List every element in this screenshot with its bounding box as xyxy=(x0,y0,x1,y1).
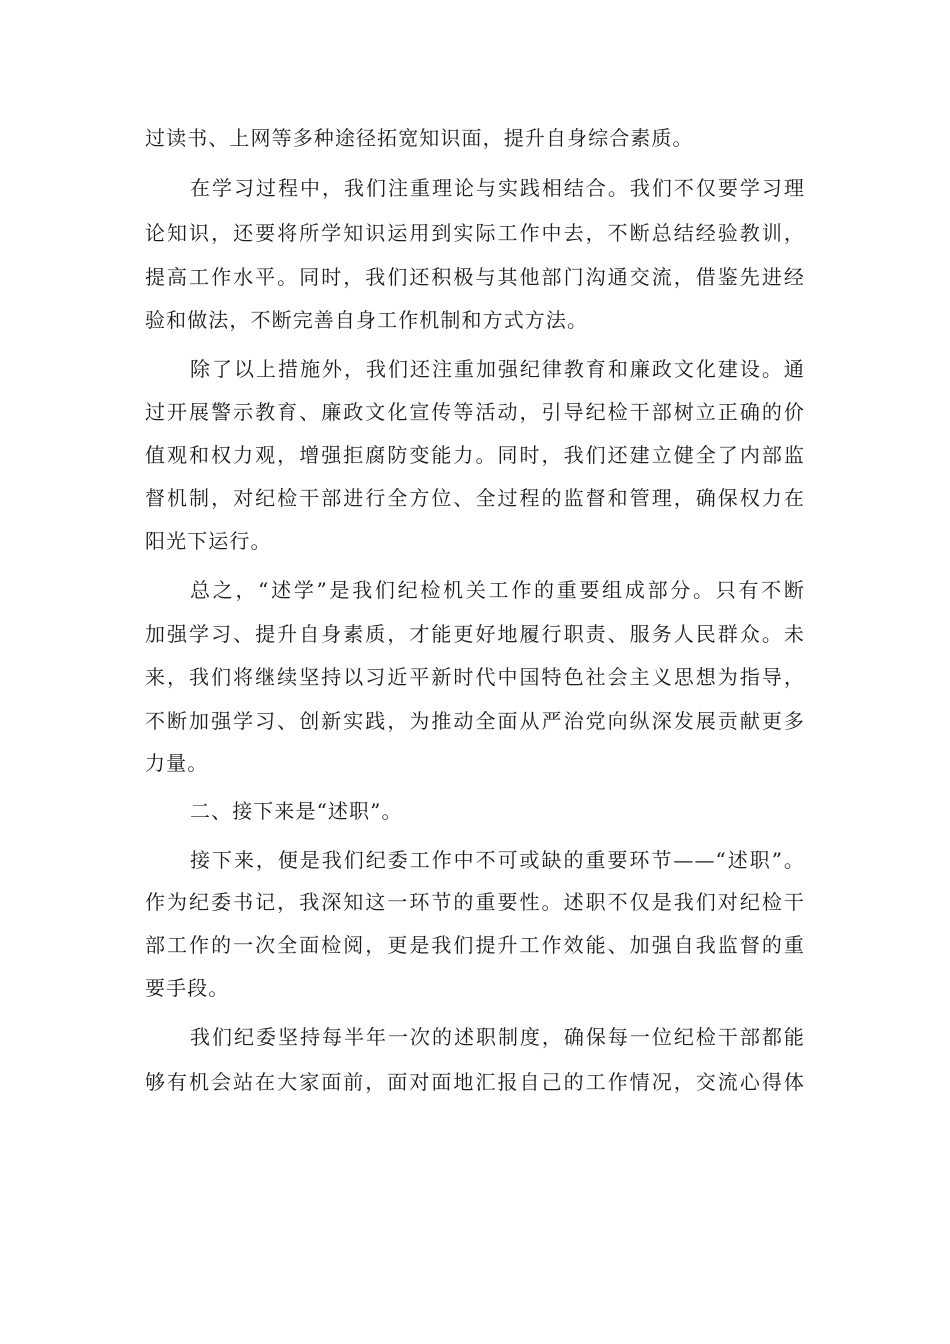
paragraph-line: 在学习过程中，我们注重理论与实践相结合。我们不仅要学习理 xyxy=(190,176,805,200)
paragraph-line: 作为纪委书记，我深知这一环节的重要性。述职不仅是我们对纪检干 xyxy=(145,890,805,914)
paragraph-line: 总之，“述学”是我们纪检机关工作的重要组成部分。只有不断 xyxy=(190,578,805,602)
paragraph-line: 力量。 xyxy=(145,751,209,775)
paragraph-line: 加强学习、提升自身素质，才能更好地履行职责、服务人民群众。未 xyxy=(145,622,805,646)
paragraph-line: 提高工作水平。同时，我们还积极与其他部门沟通交流，借鉴先进经 xyxy=(145,265,805,289)
paragraph-line: 阳光下运行。 xyxy=(145,529,272,553)
paragraph-line: 督机制，对纪检干部进行全方位、全过程的监督和管理，确保权力在 xyxy=(145,486,805,510)
paragraph-line: 过开展警示教育、廉政文化宣传等活动，引导纪检干部树立正确的价 xyxy=(145,400,805,424)
paragraph-line: 来，我们将继续坚持以习近平新时代中国特色社会主义思想为指导， xyxy=(145,665,805,689)
paragraph-line: 部工作的一次全面检阅，更是我们提升工作效能、加强自我监督的重 xyxy=(145,933,805,957)
paragraph-line: 除了以上措施外，我们还注重加强纪律教育和廉政文化建设。通 xyxy=(190,357,805,381)
paragraph-line: 要手段。 xyxy=(145,976,230,1000)
section-heading: 二、接下来是“述职”。 xyxy=(190,799,403,823)
paragraph-line: 不断加强学习、创新实践，为推动全面从严治党向纵深发展贡献更多 xyxy=(145,709,805,733)
paragraph-line: 过读书、上网等多种途径拓宽知识面，提升自身综合素质。 xyxy=(145,126,694,150)
paragraph-line: 够有机会站在大家面前，面对面地汇报自己的工作情况，交流心得体 xyxy=(145,1070,805,1094)
paragraph-line: 我们纪委坚持每半年一次的述职制度，确保每一位纪检干部都能 xyxy=(190,1025,805,1049)
paragraph-line: 接下来，便是我们纪委工作中不可或缺的重要环节——“述职”。 xyxy=(190,848,805,872)
paragraph-line: 论知识，还要将所学知识运用到实际工作中去，不断总结经验教训， xyxy=(145,221,805,245)
paragraph-line: 验和做法，不断完善自身工作机制和方式方法。 xyxy=(145,308,589,332)
paragraph-line: 值观和权力观，增强拒腐防变能力。同时，我们还建立健全了内部监 xyxy=(145,443,805,467)
